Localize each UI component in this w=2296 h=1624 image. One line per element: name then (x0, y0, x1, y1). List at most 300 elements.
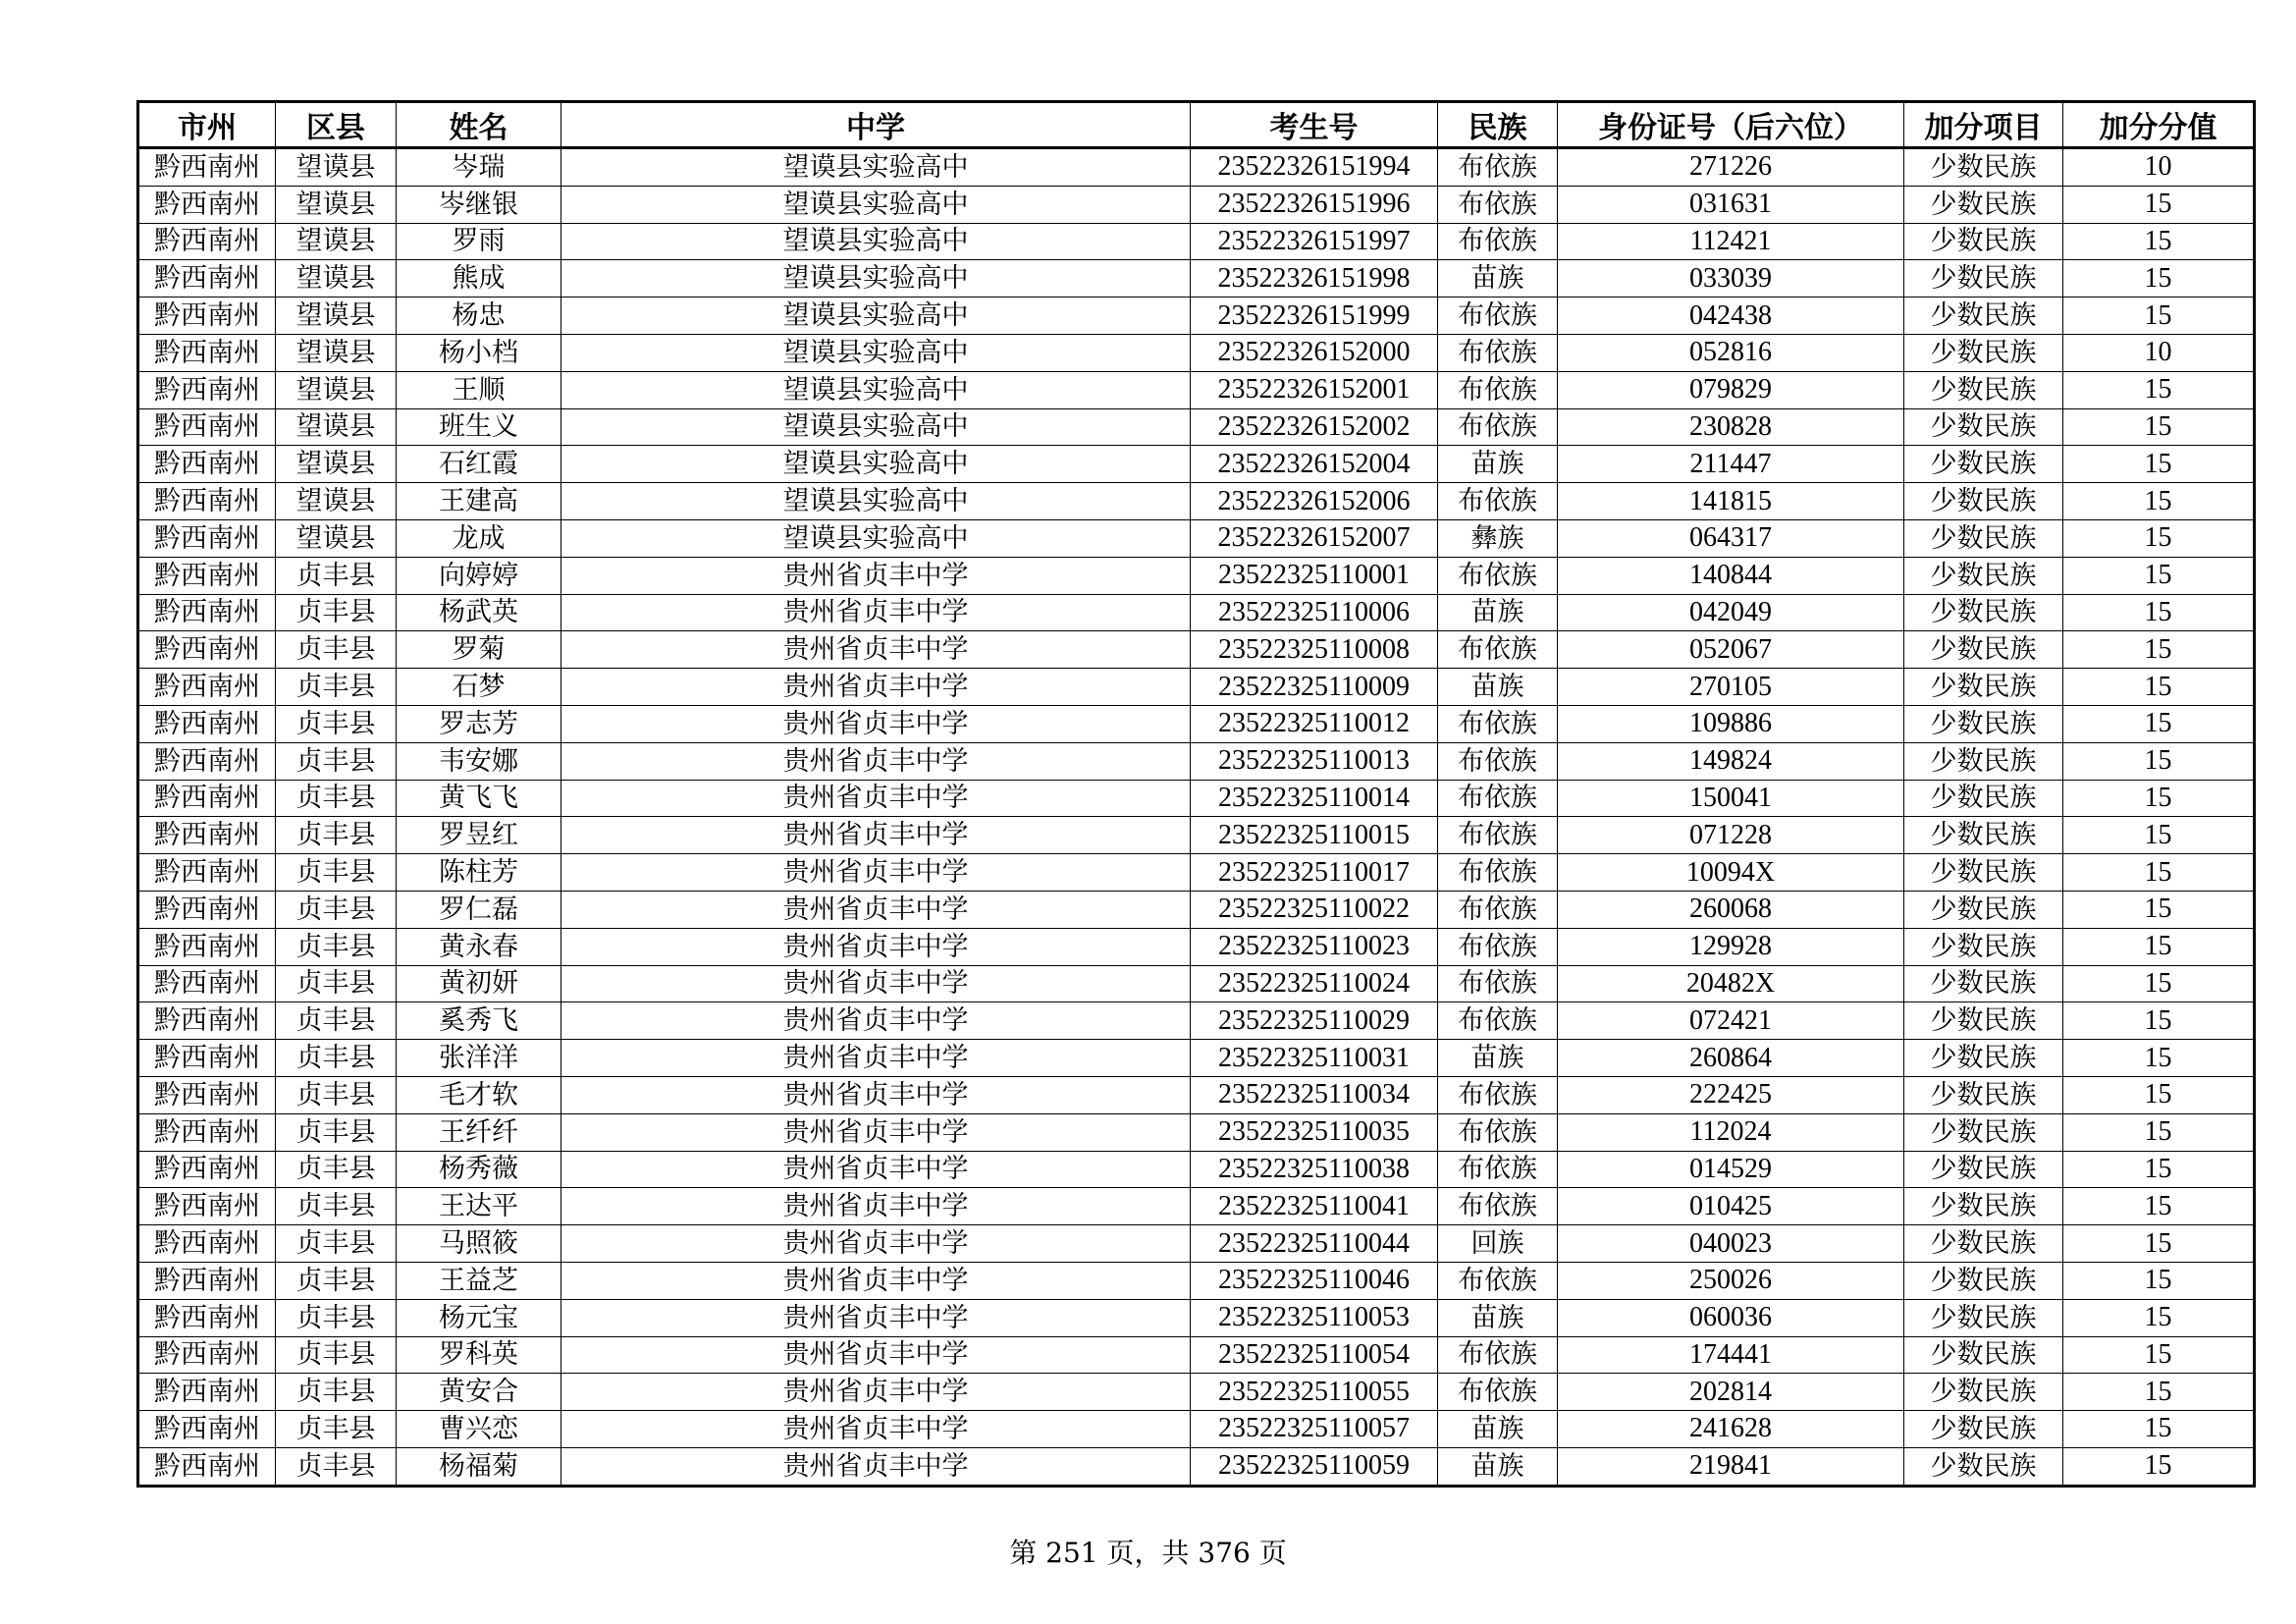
exam-number-cell: 23522326152000 (1191, 334, 1438, 371)
name-cell: 黄飞飞 (397, 780, 561, 817)
exam-number-cell: 23522325110023 (1191, 928, 1438, 965)
id-last-six-cell: 141815 (1558, 483, 1904, 520)
bonus-value-cell: 10 (2063, 148, 2255, 187)
name-cell: 奚秀飞 (397, 1002, 561, 1040)
city-cell: 黔西南州 (138, 334, 276, 371)
bonus-value-cell: 15 (2063, 1336, 2255, 1374)
bonus-value-cell: 15 (2063, 742, 2255, 780)
city-cell: 黔西南州 (138, 817, 276, 854)
bonus-value-cell: 15 (2063, 1002, 2255, 1040)
header-ethnicity: 民族 (1438, 102, 1558, 148)
city-cell: 黔西南州 (138, 669, 276, 706)
exam-number-cell: 23522325110031 (1191, 1040, 1438, 1077)
name-cell: 杨福菊 (397, 1447, 561, 1486)
county-cell: 贞丰县 (276, 854, 397, 892)
table-row (138, 408, 2255, 446)
school-cell: 望谟县实验高中 (561, 334, 1191, 371)
id-last-six-cell: 260068 (1558, 891, 1904, 928)
school-cell: 贵州省贞丰中学 (561, 631, 1191, 669)
school-cell: 望谟县实验高中 (561, 408, 1191, 446)
bonus-item-cell: 少数民族 (1904, 408, 2063, 446)
city-cell: 黔西南州 (138, 854, 276, 892)
school-cell: 贵州省贞丰中学 (561, 557, 1191, 594)
county-cell: 贞丰县 (276, 1076, 397, 1113)
name-cell: 罗仁磊 (397, 891, 561, 928)
county-cell: 贞丰县 (276, 891, 397, 928)
table-row (138, 334, 2255, 371)
table-row (138, 260, 2255, 298)
table-row (138, 1151, 2255, 1188)
table-row (138, 631, 2255, 669)
bonus-value-cell: 15 (2063, 780, 2255, 817)
id-last-six-cell: 042438 (1558, 298, 1904, 335)
exam-number-cell: 23522325110034 (1191, 1076, 1438, 1113)
bonus-value-cell: 15 (2063, 483, 2255, 520)
bonus-item-cell: 少数民族 (1904, 631, 2063, 669)
exam-number-cell: 23522325110054 (1191, 1336, 1438, 1374)
bonus-value-cell: 15 (2063, 594, 2255, 631)
county-cell: 贞丰县 (276, 1002, 397, 1040)
name-cell: 石梦 (397, 669, 561, 706)
city-cell: 黔西南州 (138, 1411, 276, 1448)
bonus-item-cell: 少数民族 (1904, 1113, 2063, 1151)
header-school: 中学 (561, 102, 1191, 148)
header-bonus-item: 加分项目 (1904, 102, 2063, 148)
city-cell: 黔西南州 (138, 1113, 276, 1151)
county-cell: 贞丰县 (276, 1336, 397, 1374)
bonus-item-cell: 少数民族 (1904, 1151, 2063, 1188)
id-last-six-cell: 260864 (1558, 1040, 1904, 1077)
county-cell: 望谟县 (276, 298, 397, 335)
city-cell: 黔西南州 (138, 965, 276, 1002)
city-cell: 黔西南州 (138, 260, 276, 298)
county-cell: 贞丰县 (276, 1151, 397, 1188)
exam-number-cell: 23522325110041 (1191, 1188, 1438, 1225)
bonus-value-cell: 15 (2063, 1188, 2255, 1225)
school-cell: 望谟县实验高中 (561, 260, 1191, 298)
bonus-value-cell: 15 (2063, 260, 2255, 298)
city-cell: 黔西南州 (138, 1040, 276, 1077)
id-last-six-cell: 174441 (1558, 1336, 1904, 1374)
county-cell: 贞丰县 (276, 1411, 397, 1448)
table-header-row (138, 102, 2255, 148)
school-cell: 贵州省贞丰中学 (561, 1002, 1191, 1040)
id-last-six-cell: 064317 (1558, 519, 1904, 557)
ethnicity-cell: 苗族 (1438, 1447, 1558, 1486)
table-row (138, 298, 2255, 335)
name-cell: 杨秀薇 (397, 1151, 561, 1188)
city-cell: 黔西南州 (138, 1262, 276, 1299)
id-last-six-cell: 211447 (1558, 446, 1904, 483)
school-cell: 贵州省贞丰中学 (561, 594, 1191, 631)
exam-number-cell: 23522326152006 (1191, 483, 1438, 520)
bonus-item-cell: 少数民族 (1904, 669, 2063, 706)
name-cell: 杨小档 (397, 334, 561, 371)
name-cell: 毛才软 (397, 1076, 561, 1113)
school-cell: 望谟县实验高中 (561, 446, 1191, 483)
school-cell: 贵州省贞丰中学 (561, 1076, 1191, 1113)
header-exam-number: 考生号 (1191, 102, 1438, 148)
city-cell: 黔西南州 (138, 483, 276, 520)
table-row (138, 519, 2255, 557)
bonus-item-cell: 少数民族 (1904, 334, 2063, 371)
bonus-value-cell: 10 (2063, 334, 2255, 371)
bonus-value-cell: 15 (2063, 1113, 2255, 1151)
id-last-six-cell: 014529 (1558, 1151, 1904, 1188)
city-cell: 黔西南州 (138, 223, 276, 260)
exam-number-cell: 23522325110015 (1191, 817, 1438, 854)
table-row (138, 817, 2255, 854)
ethnicity-cell: 布依族 (1438, 298, 1558, 335)
name-cell: 罗菊 (397, 631, 561, 669)
id-last-six-cell: 079829 (1558, 371, 1904, 408)
ethnicity-cell: 布依族 (1438, 408, 1558, 446)
id-last-six-cell: 10094X (1558, 854, 1904, 892)
table-row (138, 148, 2255, 187)
bonus-value-cell: 15 (2063, 965, 2255, 1002)
ethnicity-cell: 苗族 (1438, 1411, 1558, 1448)
name-cell: 王建高 (397, 483, 561, 520)
name-cell: 岑继银 (397, 186, 561, 223)
bonus-value-cell: 15 (2063, 1262, 2255, 1299)
school-cell: 贵州省贞丰中学 (561, 817, 1191, 854)
bonus-value-cell: 15 (2063, 1225, 2255, 1263)
name-cell: 杨武英 (397, 594, 561, 631)
bonus-value-cell: 15 (2063, 1076, 2255, 1113)
exam-number-cell: 23522326151994 (1191, 148, 1438, 187)
name-cell: 王达平 (397, 1188, 561, 1225)
name-cell: 杨忠 (397, 298, 561, 335)
ethnicity-cell: 布依族 (1438, 928, 1558, 965)
bonus-value-cell: 15 (2063, 446, 2255, 483)
table-row (138, 1374, 2255, 1411)
city-cell: 黔西南州 (138, 780, 276, 817)
school-cell: 贵州省贞丰中学 (561, 1299, 1191, 1336)
ethnicity-cell: 布依族 (1438, 854, 1558, 892)
id-last-six-cell: 20482X (1558, 965, 1904, 1002)
city-cell: 黔西南州 (138, 742, 276, 780)
id-last-six-cell: 271226 (1558, 148, 1904, 187)
bonus-value-cell: 15 (2063, 1447, 2255, 1486)
school-cell: 望谟县实验高中 (561, 148, 1191, 187)
name-cell: 黄安合 (397, 1374, 561, 1411)
city-cell: 黔西南州 (138, 891, 276, 928)
exam-number-cell: 23522325110029 (1191, 1002, 1438, 1040)
page-number-text: 第 251 页，共 376 页 (1009, 1537, 1287, 1569)
table-row (138, 965, 2255, 1002)
ethnicity-cell: 布依族 (1438, 334, 1558, 371)
bonus-item-cell: 少数民族 (1904, 223, 2063, 260)
header-id-last-six: 身份证号（后六位） (1558, 102, 1904, 148)
name-cell: 龙成 (397, 519, 561, 557)
exam-number-cell: 23522325110012 (1191, 705, 1438, 742)
exam-number-cell: 23522326151996 (1191, 186, 1438, 223)
table-row (138, 1299, 2255, 1336)
ethnicity-cell: 布依族 (1438, 965, 1558, 1002)
ethnicity-cell: 苗族 (1438, 669, 1558, 706)
bonus-value-cell: 15 (2063, 298, 2255, 335)
name-cell: 熊成 (397, 260, 561, 298)
name-cell: 张洋洋 (397, 1040, 561, 1077)
bonus-item-cell: 少数民族 (1904, 1188, 2063, 1225)
bonus-value-cell: 15 (2063, 408, 2255, 446)
exam-number-cell: 23522326151997 (1191, 223, 1438, 260)
ethnicity-cell: 布依族 (1438, 780, 1558, 817)
city-cell: 黔西南州 (138, 1374, 276, 1411)
city-cell: 黔西南州 (138, 148, 276, 187)
bonus-item-cell: 少数民族 (1904, 186, 2063, 223)
city-cell: 黔西南州 (138, 631, 276, 669)
bonus-item-cell: 少数民族 (1904, 705, 2063, 742)
bonus-value-cell: 15 (2063, 1411, 2255, 1448)
id-last-six-cell: 071228 (1558, 817, 1904, 854)
city-cell: 黔西南州 (138, 371, 276, 408)
county-cell: 望谟县 (276, 408, 397, 446)
school-cell: 贵州省贞丰中学 (561, 891, 1191, 928)
header-name: 姓名 (397, 102, 561, 148)
ethnicity-cell: 布依族 (1438, 1262, 1558, 1299)
county-cell: 贞丰县 (276, 594, 397, 631)
county-cell: 贞丰县 (276, 631, 397, 669)
bonus-value-cell: 15 (2063, 519, 2255, 557)
ethnicity-cell: 布依族 (1438, 817, 1558, 854)
county-cell: 贞丰县 (276, 817, 397, 854)
ethnicity-cell: 布依族 (1438, 742, 1558, 780)
table-row (138, 1113, 2255, 1151)
exam-number-cell: 23522325110057 (1191, 1411, 1438, 1448)
bonus-item-cell: 少数民族 (1904, 1262, 2063, 1299)
id-last-six-cell: 129928 (1558, 928, 1904, 965)
bonus-item-cell: 少数民族 (1904, 742, 2063, 780)
county-cell: 贞丰县 (276, 1225, 397, 1263)
id-last-six-cell: 230828 (1558, 408, 1904, 446)
ethnicity-cell: 苗族 (1438, 446, 1558, 483)
city-cell: 黔西南州 (138, 594, 276, 631)
header-city: 市州 (138, 102, 276, 148)
bonus-item-cell: 少数民族 (1904, 371, 2063, 408)
table-row (138, 1040, 2255, 1077)
county-cell: 贞丰县 (276, 1113, 397, 1151)
exam-number-cell: 23522325110014 (1191, 780, 1438, 817)
table-row (138, 891, 2255, 928)
ethnicity-cell: 布依族 (1438, 1113, 1558, 1151)
table-row (138, 186, 2255, 223)
bonus-item-cell: 少数民族 (1904, 483, 2063, 520)
county-cell: 望谟县 (276, 186, 397, 223)
id-last-six-cell: 202814 (1558, 1374, 1904, 1411)
county-cell: 望谟县 (276, 223, 397, 260)
table-row (138, 742, 2255, 780)
header-bonus-value: 加分分值 (2063, 102, 2255, 148)
bonus-value-cell: 15 (2063, 705, 2255, 742)
school-cell: 贵州省贞丰中学 (561, 780, 1191, 817)
table-body (138, 148, 2255, 1487)
bonus-item-cell: 少数民族 (1904, 1002, 2063, 1040)
county-cell: 贞丰县 (276, 780, 397, 817)
ethnicity-cell: 苗族 (1438, 260, 1558, 298)
bonus-value-cell: 15 (2063, 223, 2255, 260)
ethnicity-cell: 布依族 (1438, 891, 1558, 928)
name-cell: 王顺 (397, 371, 561, 408)
exam-number-cell: 23522325110022 (1191, 891, 1438, 928)
bonus-value-cell: 15 (2063, 557, 2255, 594)
school-cell: 贵州省贞丰中学 (561, 1262, 1191, 1299)
city-cell: 黔西南州 (138, 557, 276, 594)
bonus-value-cell: 15 (2063, 186, 2255, 223)
id-last-six-cell: 010425 (1558, 1188, 1904, 1225)
ethnicity-cell: 彝族 (1438, 519, 1558, 557)
county-cell: 贞丰县 (276, 705, 397, 742)
bonus-value-cell: 15 (2063, 817, 2255, 854)
exam-number-cell: 23522326152001 (1191, 371, 1438, 408)
table-row (138, 1336, 2255, 1374)
county-cell: 望谟县 (276, 148, 397, 187)
ethnicity-cell: 苗族 (1438, 1299, 1558, 1336)
name-cell: 罗昱红 (397, 817, 561, 854)
school-cell: 贵州省贞丰中学 (561, 1225, 1191, 1263)
county-cell: 望谟县 (276, 260, 397, 298)
bonus-value-cell: 15 (2063, 631, 2255, 669)
name-cell: 罗雨 (397, 223, 561, 260)
table-row (138, 1188, 2255, 1225)
bonus-value-cell: 15 (2063, 371, 2255, 408)
bonus-item-cell: 少数民族 (1904, 557, 2063, 594)
id-last-six-cell: 031631 (1558, 186, 1904, 223)
exam-number-cell: 23522325110009 (1191, 669, 1438, 706)
bonus-item-cell: 少数民族 (1904, 1411, 2063, 1448)
exam-number-cell: 23522325110001 (1191, 557, 1438, 594)
id-last-six-cell: 241628 (1558, 1411, 1904, 1448)
county-cell: 贞丰县 (276, 1262, 397, 1299)
id-last-six-cell: 040023 (1558, 1225, 1904, 1263)
exam-number-cell: 23522326152007 (1191, 519, 1438, 557)
school-cell: 贵州省贞丰中学 (561, 1113, 1191, 1151)
bonus-item-cell: 少数民族 (1904, 260, 2063, 298)
city-cell: 黔西南州 (138, 519, 276, 557)
ethnicity-cell: 布依族 (1438, 1336, 1558, 1374)
bonus-item-cell: 少数民族 (1904, 965, 2063, 1002)
bonus-item-cell: 少数民族 (1904, 298, 2063, 335)
county-cell: 贞丰县 (276, 965, 397, 1002)
table-row (138, 1447, 2255, 1486)
school-cell: 贵州省贞丰中学 (561, 854, 1191, 892)
city-cell: 黔西南州 (138, 298, 276, 335)
exam-number-cell: 23522325110055 (1191, 1374, 1438, 1411)
school-cell: 贵州省贞丰中学 (561, 669, 1191, 706)
id-last-six-cell: 109886 (1558, 705, 1904, 742)
table-row (138, 669, 2255, 706)
table-row (138, 705, 2255, 742)
school-cell: 贵州省贞丰中学 (561, 965, 1191, 1002)
school-cell: 贵州省贞丰中学 (561, 1447, 1191, 1486)
name-cell: 班生义 (397, 408, 561, 446)
table-row (138, 557, 2255, 594)
bonus-item-cell: 少数民族 (1904, 1040, 2063, 1077)
exam-number-cell: 23522326151999 (1191, 298, 1438, 335)
school-cell: 望谟县实验高中 (561, 186, 1191, 223)
county-cell: 贞丰县 (276, 557, 397, 594)
table-row (138, 1411, 2255, 1448)
id-last-six-cell: 140844 (1558, 557, 1904, 594)
county-cell: 望谟县 (276, 371, 397, 408)
city-cell: 黔西南州 (138, 928, 276, 965)
county-cell: 贞丰县 (276, 1188, 397, 1225)
county-cell: 望谟县 (276, 483, 397, 520)
bonus-item-cell: 少数民族 (1904, 891, 2063, 928)
id-last-six-cell: 052067 (1558, 631, 1904, 669)
id-last-six-cell: 112024 (1558, 1113, 1904, 1151)
bonus-value-cell: 15 (2063, 1299, 2255, 1336)
bonus-item-cell: 少数民族 (1904, 1374, 2063, 1411)
school-cell: 贵州省贞丰中学 (561, 928, 1191, 965)
id-last-six-cell: 060036 (1558, 1299, 1904, 1336)
bonus-item-cell: 少数民族 (1904, 148, 2063, 187)
county-cell: 贞丰县 (276, 928, 397, 965)
exam-number-cell: 23522325110053 (1191, 1299, 1438, 1336)
school-cell: 望谟县实验高中 (561, 483, 1191, 520)
ethnicity-cell: 布依族 (1438, 148, 1558, 187)
bonus-value-cell: 15 (2063, 669, 2255, 706)
city-cell: 黔西南州 (138, 1299, 276, 1336)
name-cell: 岑瑞 (397, 148, 561, 187)
school-cell: 贵州省贞丰中学 (561, 1374, 1191, 1411)
id-last-six-cell: 250026 (1558, 1262, 1904, 1299)
table-row (138, 854, 2255, 892)
exam-number-cell: 23522325110046 (1191, 1262, 1438, 1299)
id-last-six-cell: 149824 (1558, 742, 1904, 780)
name-cell: 曹兴恋 (397, 1411, 561, 1448)
bonus-item-cell: 少数民族 (1904, 1336, 2063, 1374)
school-cell: 贵州省贞丰中学 (561, 742, 1191, 780)
id-last-six-cell: 033039 (1558, 260, 1904, 298)
county-cell: 贞丰县 (276, 742, 397, 780)
name-cell: 黄初妍 (397, 965, 561, 1002)
exam-number-cell: 23522325110059 (1191, 1447, 1438, 1486)
table-row (138, 594, 2255, 631)
table-row (138, 1002, 2255, 1040)
bonus-value-cell: 15 (2063, 1374, 2255, 1411)
city-cell: 黔西南州 (138, 408, 276, 446)
exam-number-cell: 23522325110013 (1191, 742, 1438, 780)
exam-number-cell: 23522325110035 (1191, 1113, 1438, 1151)
bonus-item-cell: 少数民族 (1904, 1299, 2063, 1336)
school-cell: 望谟县实验高中 (561, 298, 1191, 335)
table-row (138, 446, 2255, 483)
bonus-value-cell: 15 (2063, 891, 2255, 928)
bonus-item-cell: 少数民族 (1904, 780, 2063, 817)
bonus-item-cell: 少数民族 (1904, 1225, 2063, 1263)
ethnicity-cell: 回族 (1438, 1225, 1558, 1263)
id-last-six-cell: 270105 (1558, 669, 1904, 706)
ethnicity-cell: 布依族 (1438, 1076, 1558, 1113)
name-cell: 杨元宝 (397, 1299, 561, 1336)
id-last-six-cell: 219841 (1558, 1447, 1904, 1486)
ethnicity-cell: 布依族 (1438, 1002, 1558, 1040)
city-cell: 黔西南州 (138, 1002, 276, 1040)
bonus-value-cell: 15 (2063, 1151, 2255, 1188)
county-cell: 贞丰县 (276, 1374, 397, 1411)
bonus-item-cell: 少数民族 (1904, 854, 2063, 892)
county-cell: 望谟县 (276, 334, 397, 371)
name-cell: 韦安娜 (397, 742, 561, 780)
name-cell: 陈柱芳 (397, 854, 561, 892)
table-row (138, 928, 2255, 965)
bonus-item-cell: 少数民族 (1904, 817, 2063, 854)
city-cell: 黔西南州 (138, 705, 276, 742)
county-cell: 贞丰县 (276, 1040, 397, 1077)
bonus-item-cell: 少数民族 (1904, 1076, 2063, 1113)
bonus-points-table (136, 100, 2256, 1488)
